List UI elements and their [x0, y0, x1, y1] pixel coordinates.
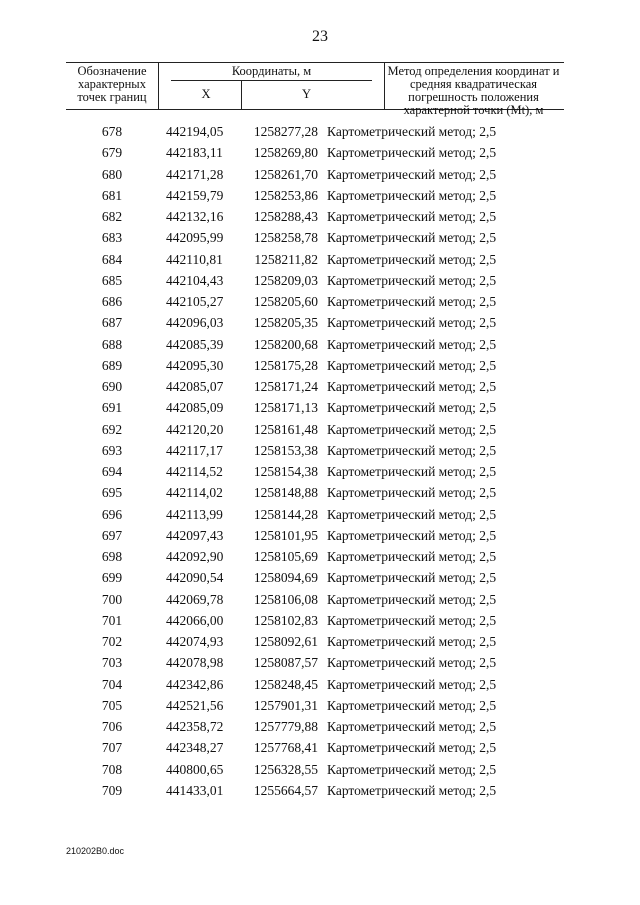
coordinate-x: 442105,27	[166, 294, 224, 309]
table-row	[0, 291, 640, 312]
table-row	[0, 610, 640, 631]
table-row	[0, 270, 640, 291]
point-number: 706	[101, 719, 123, 734]
table-row	[0, 206, 640, 227]
point-number: 704	[101, 676, 123, 692]
method-cell: Картометрический метод; 2,5	[327, 676, 497, 692]
coordinate-y: 1258211,82	[254, 251, 318, 267]
method-cell: Картометрический метод; 2,5	[327, 272, 497, 288]
method-cell: Картометрический метод; 2,5	[327, 697, 497, 713]
table-row	[0, 589, 640, 610]
coordinate-y: 1258144,28	[253, 506, 318, 522]
coordinate-y: 1257901,31	[253, 697, 318, 713]
table-row	[0, 419, 640, 440]
method-cell: Картометрический метод; 2,5	[327, 187, 497, 203]
method-cell: Картометрический метод; 2,5	[327, 761, 497, 777]
coordinate-y: 1257768,41	[253, 740, 318, 756]
method-cell: Картометрический метод; 2,5	[327, 485, 497, 501]
point-number: 702	[101, 634, 123, 649]
coordinate-y: 1255664,57	[253, 782, 318, 798]
coordinate-y: 1258171,24	[253, 379, 318, 394]
table-row	[0, 652, 640, 673]
coordinate-y: 1258277,28	[253, 124, 318, 139]
method-cell: Картометрический метод; 2,5	[327, 230, 497, 246]
method-cell: Картометрический метод; 2,5	[327, 719, 497, 734]
coordinate-x: 442090,54	[166, 570, 224, 586]
coordinate-y: 1258253,86	[253, 187, 318, 203]
table-row	[0, 567, 640, 588]
table-header	[66, 62, 564, 117]
method-cell: Картометрический метод; 2,5	[327, 294, 497, 309]
table-row	[0, 461, 640, 482]
table-row	[0, 737, 640, 758]
header-point-designation: Обозначение характерных точек границ	[77, 64, 147, 104]
table-row	[0, 674, 640, 695]
coordinate-y: 1258102,83	[253, 612, 318, 628]
coordinate-x: 442092,90	[166, 549, 224, 564]
coordinate-y: 1258269,80	[253, 145, 318, 161]
table-row	[0, 716, 640, 737]
coordinate-x: 442342,86	[166, 676, 224, 692]
point-number: 701	[101, 612, 123, 628]
coordinate-y: 1258106,08	[253, 591, 318, 607]
footer-filename: 210202В0.doc	[66, 846, 125, 856]
header-divider	[171, 80, 372, 81]
point-number: 689	[101, 357, 123, 373]
coordinate-x: 442074,93	[166, 634, 224, 649]
method-cell: Картометрический метод; 2,5	[327, 634, 497, 649]
point-number: 688	[101, 336, 123, 352]
table-row	[0, 121, 640, 142]
table-row	[0, 376, 640, 397]
table-row	[0, 355, 640, 376]
point-number: 696	[101, 506, 123, 522]
point-number: 705	[101, 697, 123, 713]
point-number: 707	[101, 740, 123, 756]
table-row	[0, 525, 640, 546]
table-row	[0, 227, 640, 248]
coordinate-y: 1258175,28	[253, 357, 318, 373]
table-row	[0, 142, 640, 163]
coordinate-x: 442085,39	[166, 336, 224, 352]
point-number: 683	[101, 230, 123, 246]
point-number: 692	[101, 421, 123, 437]
header-method: Метод определения координат и средняя квадратическая погрешность положения характерной точки (Mt), м	[387, 64, 560, 117]
coordinate-y: 1257779,88	[253, 719, 318, 734]
coordinate-y: 1258205,60	[253, 294, 318, 309]
coordinate-x: 440800,65	[166, 761, 224, 777]
point-number: 698	[101, 549, 123, 564]
table-body	[0, 121, 640, 801]
method-cell: Картометрический метод; 2,5	[327, 400, 497, 416]
header-coordinates: Координаты, м	[231, 64, 312, 78]
coordinate-x: 441433,01	[166, 782, 224, 798]
coordinate-y: 1258200,68	[253, 336, 318, 352]
coordinate-x: 442132,16	[166, 209, 224, 224]
table-row	[0, 546, 640, 567]
coordinate-x: 442114,02	[166, 485, 223, 501]
point-number: 687	[101, 315, 123, 331]
coordinate-x: 442069,78	[166, 591, 224, 607]
point-number: 681	[101, 187, 123, 203]
coordinate-x: 442358,72	[166, 719, 224, 734]
table-row	[0, 440, 640, 461]
method-cell: Картометрический метод; 2,5	[327, 145, 497, 161]
header-y: Y	[301, 87, 312, 101]
coordinate-x: 442110,81	[166, 251, 223, 267]
point-number: 693	[101, 442, 123, 458]
coordinate-y: 1258261,70	[253, 166, 318, 182]
method-cell: Картометрический метод; 2,5	[327, 506, 497, 522]
point-number: 700	[101, 591, 123, 607]
coordinate-y: 1258288,43	[253, 209, 318, 224]
point-number: 684	[101, 251, 123, 267]
point-number: 694	[101, 464, 123, 479]
method-cell: Картометрический метод; 2,5	[327, 527, 497, 543]
method-cell: Картометрический метод; 2,5	[327, 442, 497, 458]
coordinate-x: 442117,17	[166, 442, 223, 458]
method-cell: Картометрический метод; 2,5	[327, 655, 497, 671]
coordinate-y: 1258105,69	[253, 549, 318, 564]
table-row	[0, 631, 640, 652]
coordinate-x: 442095,30	[166, 357, 224, 373]
coordinate-x: 442066,00	[166, 612, 224, 628]
table-row	[0, 397, 640, 418]
coordinate-y: 1258153,38	[253, 442, 318, 458]
point-number: 690	[101, 379, 123, 394]
method-cell: Картометрический метод; 2,5	[327, 379, 497, 394]
coordinate-x: 442114,52	[166, 464, 223, 479]
table-row	[0, 695, 640, 716]
method-cell: Картометрический метод; 2,5	[327, 124, 497, 139]
coordinate-y: 1258094,69	[253, 570, 318, 586]
page-number: 23	[312, 28, 328, 45]
coordinate-x: 442521,56	[166, 697, 224, 713]
point-number: 708	[101, 761, 123, 777]
point-number: 709	[101, 782, 123, 798]
method-cell: Картометрический метод; 2,5	[327, 209, 497, 224]
point-number: 699	[101, 570, 123, 586]
point-number: 679	[101, 145, 123, 161]
table-row	[0, 780, 640, 801]
point-number: 686	[101, 294, 123, 309]
coordinate-y: 1258154,38	[253, 464, 318, 479]
coordinate-x: 442113,99	[166, 506, 223, 522]
method-cell: Картометрический метод; 2,5	[327, 421, 497, 437]
coordinate-y: 1258161,48	[253, 421, 318, 437]
coordinate-y: 1258205,35	[253, 315, 318, 331]
point-number: 678	[101, 124, 123, 139]
table-row	[0, 164, 640, 185]
method-cell: Картометрический метод; 2,5	[327, 251, 497, 267]
method-cell: Картометрический метод; 2,5	[327, 166, 497, 182]
table-row	[0, 312, 640, 333]
coordinate-y: 1258171,13	[253, 400, 318, 416]
coordinate-y: 1256328,55	[253, 761, 318, 777]
coordinate-y: 1258258,78	[253, 230, 318, 246]
coordinate-x: 442085,09	[166, 400, 224, 416]
coordinate-y: 1258248,45	[253, 676, 318, 692]
coordinate-y: 1258092,61	[253, 634, 318, 649]
coordinate-x: 442096,03	[166, 315, 224, 331]
coordinate-x: 442348,27	[166, 740, 224, 756]
coordinate-x: 442095,99	[166, 230, 224, 246]
coordinate-x: 442183,11	[166, 145, 223, 161]
coordinate-x: 442085,07	[166, 379, 224, 394]
coordinate-y: 1258148,88	[253, 485, 318, 501]
method-cell: Картометрический метод; 2,5	[327, 591, 497, 607]
method-cell: Картометрический метод; 2,5	[327, 357, 497, 373]
table-row	[0, 334, 640, 355]
point-number: 697	[101, 527, 123, 543]
point-number: 680	[101, 166, 123, 182]
coordinate-x: 442097,43	[166, 527, 224, 543]
coordinate-x: 442171,28	[166, 166, 224, 182]
coordinate-x: 442104,43	[166, 272, 224, 288]
method-cell: Картометрический метод; 2,5	[327, 740, 497, 756]
method-cell: Картометрический метод; 2,5	[327, 549, 497, 564]
point-number: 695	[101, 485, 123, 501]
coordinate-y: 1258209,03	[253, 272, 318, 288]
method-cell: Картометрический метод; 2,5	[327, 315, 497, 331]
method-cell: Картометрический метод; 2,5	[327, 464, 497, 479]
coordinate-x: 442078,98	[166, 655, 224, 671]
table-row	[0, 249, 640, 270]
point-number: 691	[101, 400, 123, 416]
table-row	[0, 482, 640, 503]
header-x: X	[201, 87, 211, 101]
coordinate-x: 442159,79	[166, 187, 224, 203]
method-cell: Картометрический метод; 2,5	[327, 782, 497, 798]
coordinate-x: 442194,05	[166, 124, 224, 139]
method-cell: Картометрический метод; 2,5	[327, 570, 497, 586]
table-row	[0, 504, 640, 525]
method-cell: Картометрический метод; 2,5	[327, 336, 497, 352]
coordinate-y: 1258101,95	[253, 527, 318, 543]
point-number: 682	[101, 209, 123, 224]
coordinate-x: 442120,20	[166, 421, 224, 437]
point-number: 685	[101, 272, 123, 288]
header-coordinates-group	[158, 63, 385, 109]
method-cell: Картометрический метод; 2,5	[327, 612, 497, 628]
point-number: 703	[101, 655, 123, 671]
table-row	[0, 185, 640, 206]
coordinate-y: 1258087,57	[253, 655, 318, 671]
table-row	[0, 759, 640, 780]
